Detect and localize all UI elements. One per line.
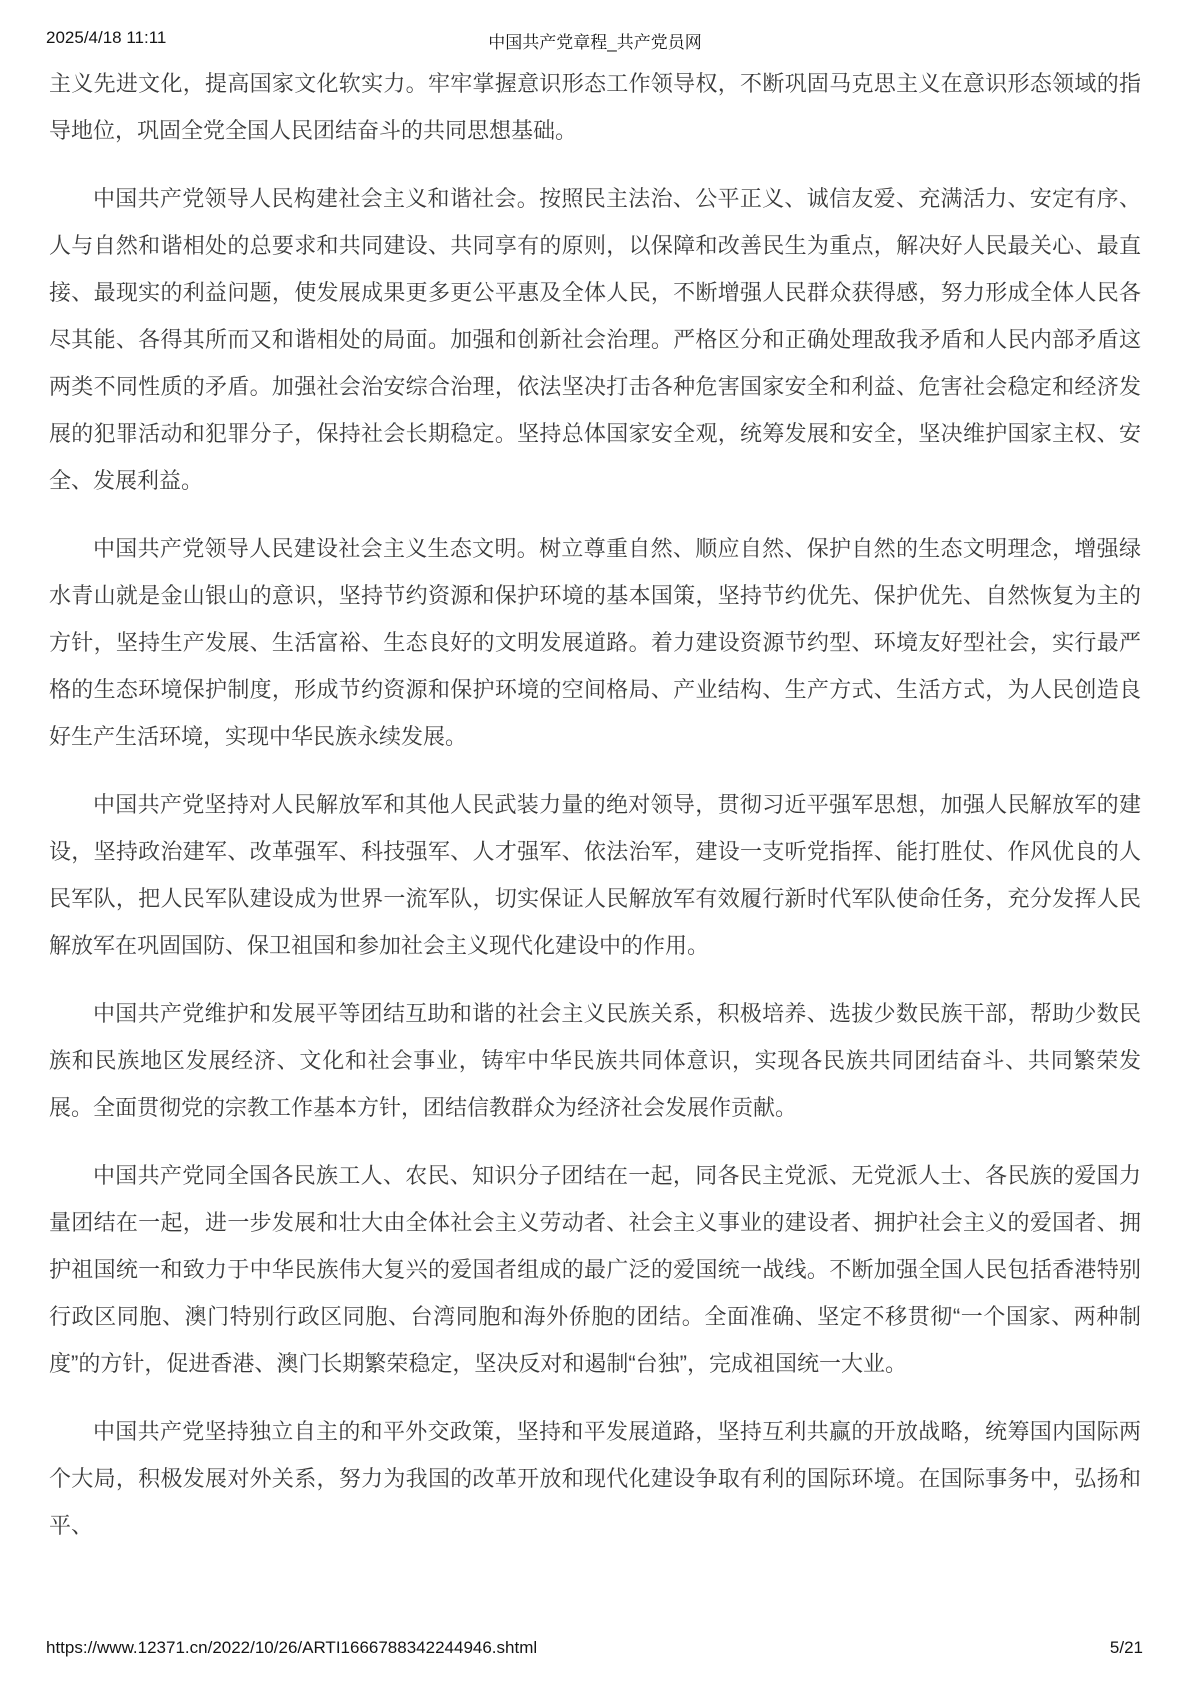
paragraph-continuation: 主义先进文化，提高国家文化软实力。牢牢掌握意识形态工作领导权，不断巩固马克思主义在意识形态领域的指导地位，巩固全党全国人民团结奋斗的共同思想基础。 bbox=[49, 71, 1141, 143]
paragraph: 中国共产党领导人民建设社会主义生态文明。树立尊重自然、顺应自然、保护自然的生态文明理念，增强绿水青山就是金山银山的意识，坚持节约资源和保护环境的基本国策，坚持节约优先、保护优先、自然恢复为主的方针，坚持生产发展、生活富裕、生态良好的文明发展道路。着力建设资源节约型、环境友好型社会，实行最严格的生态环境保护制度，形成节约资源和保护环境的空间格局、产业结构、生产方式、生活方式，为人民创造良好生产生活环境，实现中华民族永续发展。 bbox=[49, 536, 1141, 749]
footer-url: https://www.12371.cn/2022/10/26/ARTI1666788342244946.shtml bbox=[46, 1638, 538, 1657]
footer-page-number: 5/21 bbox=[1109, 1638, 1143, 1657]
paragraph: 中国共产党同全国各民族工人、农民、知识分子团结在一起，同各民主党派、无党派人士、各民族的爱国力量团结在一起，进一步发展和壮大由全体社会主义劳动者、社会主义事业的建设者、拥护社会主义的爱国者、拥护祖国统一和致力于中华民族伟大复兴的爱国者组成的最广泛的爱国统一战线。不断加强全国人民包括香港特别行政区同胞、澳门特别行政区同胞、台湾同胞和海外侨胞的团结。全面准确、坚定不移贯彻“一个国家、两种制度”的方针，促进香港、澳门长期繁荣稳定，坚决反对和遏制“台独”，完成祖国统一大业。 bbox=[49, 1163, 1141, 1376]
header-datetime: 2025/4/18 11:11 bbox=[46, 28, 167, 47]
paragraph: 中国共产党坚持独立自主的和平外交政策，坚持和平发展道路，坚持互利共赢的开放战略，统筹国内国际两个大局，积极发展对外关系，努力为我国的改革开放和现代化建设争取有利的国际环境。在国际事务中，弘扬和平、 bbox=[49, 1419, 1141, 1538]
header-title: 中国共产党章程_共产党员网 bbox=[488, 33, 702, 52]
print-header bbox=[0, 28, 1190, 52]
paragraph: 中国共产党坚持对人民解放军和其他人民武装力量的绝对领导，贯彻习近平强军思想，加强人民解放军的建设，坚持政治建军、改革强军、科技强军、人才强军、依法治军，建设一支听党指挥、能打胜仗、作风优良的人民军队，把人民军队建设成为世界一流军队，切实保证人民解放军有效履行新时代军队使命任务，充分发挥人民解放军在巩固国防、保卫祖国和参加社会主义现代化建设中的作用。 bbox=[49, 792, 1141, 958]
print-footer bbox=[0, 1638, 1190, 1660]
paragraph: 中国共产党领导人民构建社会主义和谐社会。按照民主法治、公平正义、诚信友爱、充满活力、安定有序、人与自然和谐相处的总要求和共同建设、共同享有的原则，以保障和改善民生为重点，解决好人民最关心、最直接、最现实的利益问题，使发展成果更多更公平惠及全体人民，不断增强人民群众获得感，努力形成全体人民各尽其能、各得其所而又和谐相处的局面。加强和创新社会治理。严格区分和正确处理敌我矛盾和人民内部矛盾这两类不同性质的矛盾。加强社会治安综合治理，依法坚决打击各种危害国家安全和利益、危害社会稳定和经济发展的犯罪活动和犯罪分子，保持社会长期稳定。坚持总体国家安全观，统筹发展和安全，坚决维护国家主权、安全、发展利益。 bbox=[49, 186, 1141, 493]
paragraph: 中国共产党维护和发展平等团结互助和谐的社会主义民族关系，积极培养、选拔少数民族干部，帮助少数民族和民族地区发展经济、文化和社会事业，铸牢中华民族共同体意识，实现各民族共同团结奋斗、共同繁荣发展。全面贯彻党的宗教工作基本方针，团结信教群众为经济社会发展作贡献。 bbox=[49, 1001, 1141, 1120]
document-body bbox=[49, 60, 1141, 1570]
